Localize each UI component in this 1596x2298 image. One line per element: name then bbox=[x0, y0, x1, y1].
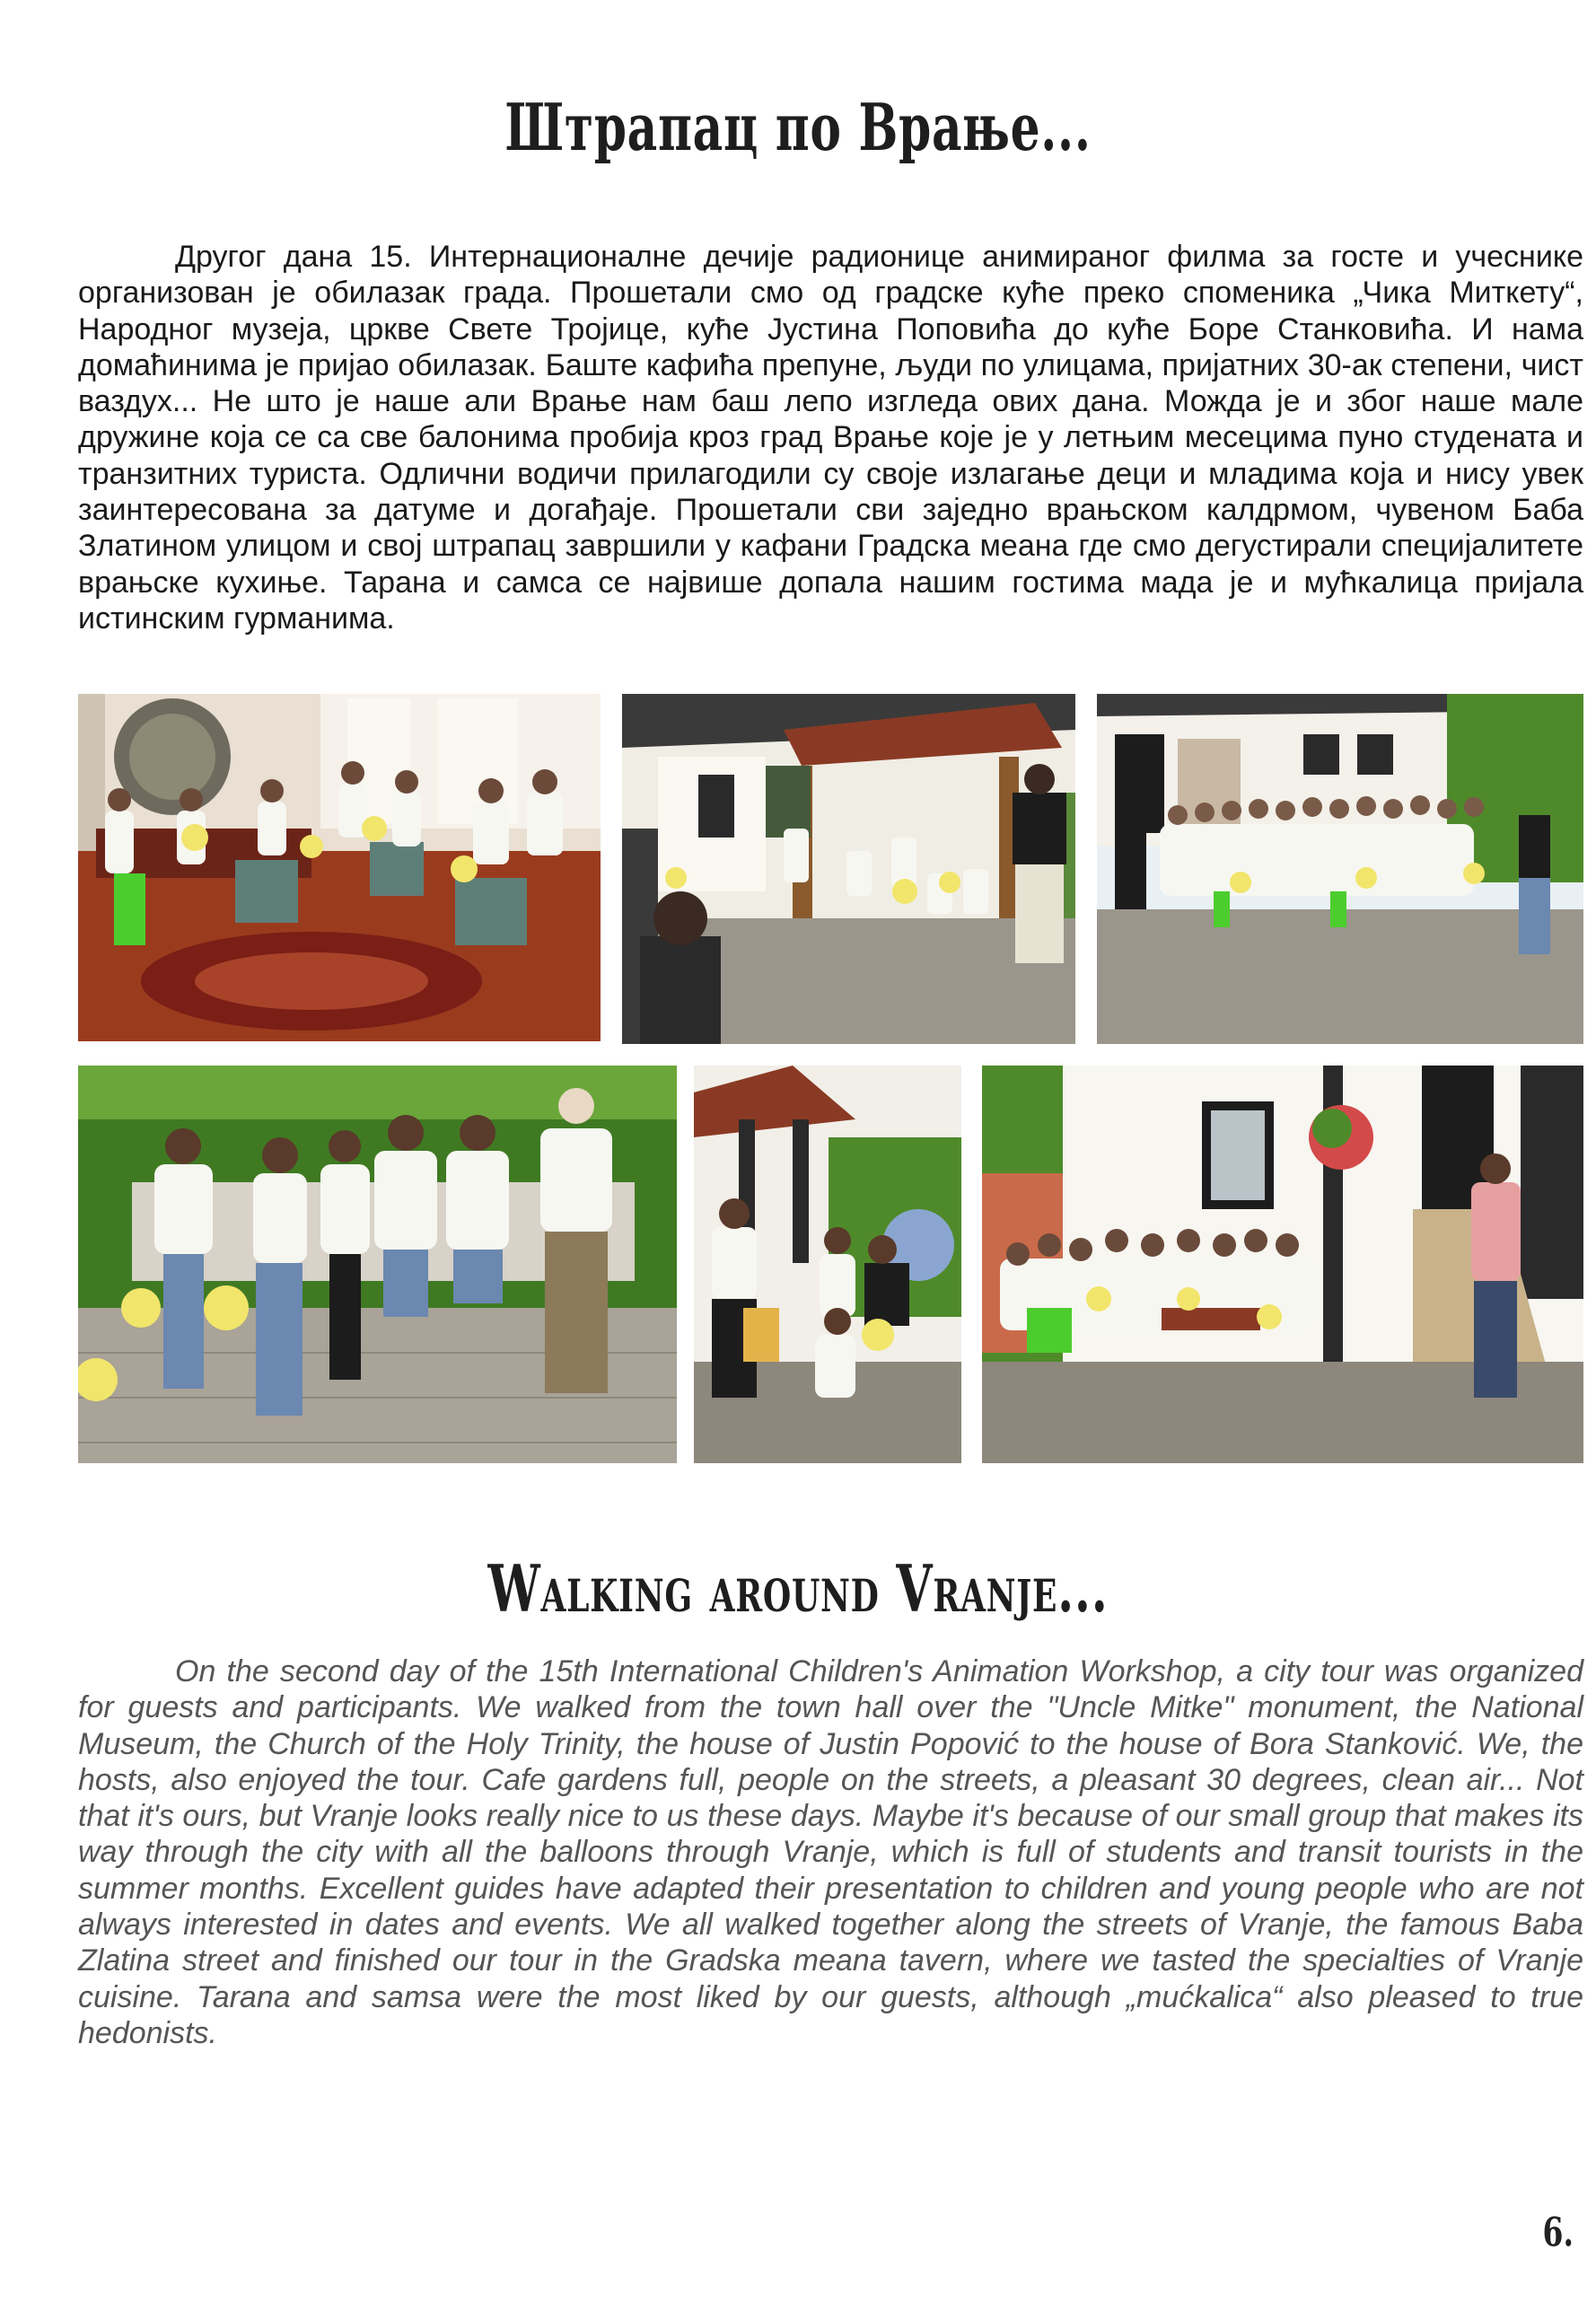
photo-museum-interior bbox=[78, 694, 601, 1041]
photo-group-front-of-house bbox=[1097, 694, 1583, 1044]
article-text-serbian-content: Другог дана 15. Интернационалне дечије радионице анимираног филма за госте и учеснике организован је обилазак града. Прошетали смо од градске куће преко споменика „Чика Миткету“, Народног музеја, цркве Свете Тројице, куће Јустина Поповића до куће Боре Станковића. И нама домаћинима је пријао обилазак. Баште кафића препуне, људи по улицама, пријатних 30-ак степени, чист ваздух... Не што је наше али Врање нам баш лепо изгледа ових дана. Можда је и због наше мале дружине која се са све балонима пробија кроз град Врање које је у летњим месецима пуно студената и транзитних туриста. Одлични водичи прилагодили су своје излагање деци и младима која и нису увек заинтересована за датуме и догађаје. Прошетали сви заједно врањском калдрмом, чувеном Баба Златином улицом и свој штрапац завршили у кафани Градска меана где смо дегустирали специјалитете врањске кухиње. Тарана и самса се највише допала нашим гостима мада је и мућкалица пријала истинским гурманима. bbox=[78, 240, 1583, 636]
article-text-serbian bbox=[78, 239, 1583, 636]
page-title-english: Walking around Vranje... bbox=[487, 1550, 1109, 1627]
page-number: 6. bbox=[1542, 2210, 1574, 2256]
article-text-english bbox=[78, 1653, 1583, 2051]
photo-garden-seated bbox=[694, 1066, 961, 1463]
photo-house-porch-talk bbox=[982, 1066, 1583, 1463]
photo-group-park bbox=[78, 1066, 677, 1463]
page-title-serbian: Штрапац по Врање... bbox=[504, 89, 1092, 165]
article-text-english-content: On the second day of the 15th International Children's Animation Workshop, a city tour was organized for guests and participants. We walked from the town hall over the "Uncle Mitke" monument, the National Museum, the Church of the Holy Trinity, the house of Justin Popović to the house of Bora Stanković. We, the hosts, also enjoyed the tour. Cafe gardens full, people on the streets, a pleasant 30 degrees, clean air... Not that it's ours, but Vranje looks really nice to us these days. Maybe it's because of our small group that makes its way through the city with all the balloons through Vranje, which is full of students and transit tourists in the summer months. Excellent guides have adapted their presentation to children and young people who are not always interested in dates and events. We all walked together along the streets of Vranje, the famous Baba Zlatina street and finished our tour in the Gradska meana tavern, where we tasted the specialties of Vranje cuisine. Tarana and samsa were the most liked by our guests, although „mućkalica“ also pleased to true hedonists. bbox=[78, 1654, 1583, 2050]
photo-guide-courtyard bbox=[622, 694, 1075, 1044]
